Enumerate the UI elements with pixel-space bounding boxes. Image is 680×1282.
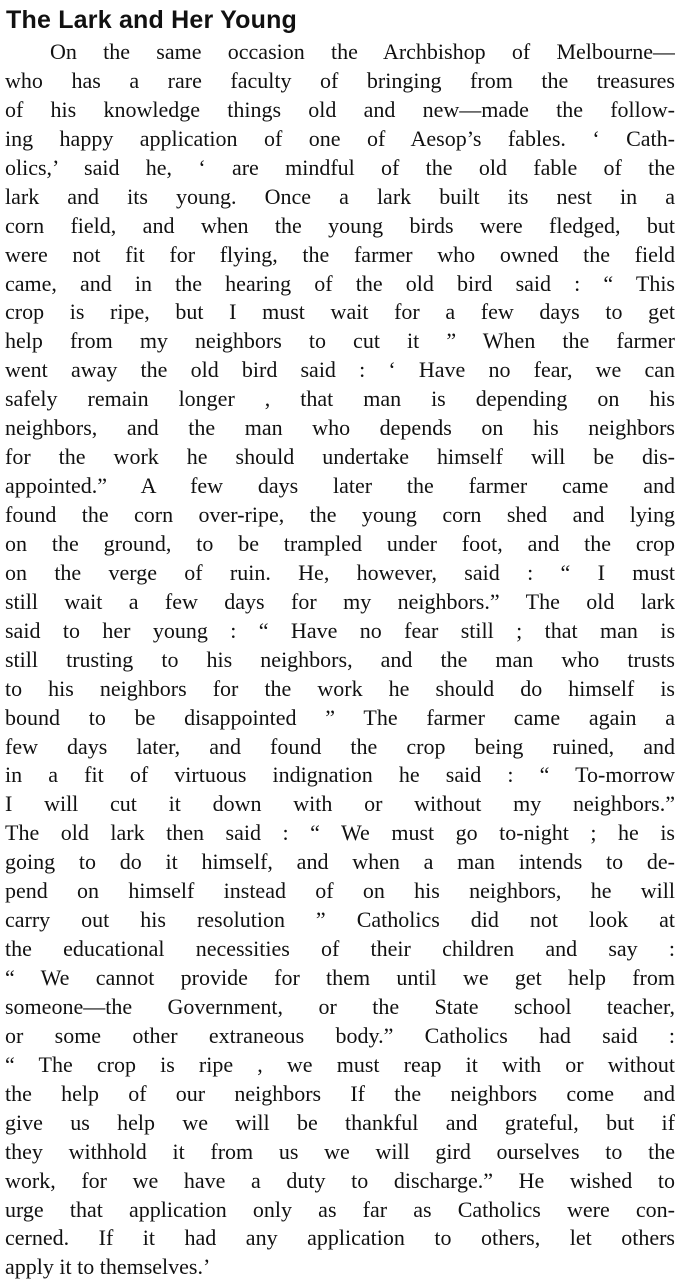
article-line: on the verge of ruin. He, however, said : “ I must [5,559,675,585]
article-line: cerned. If it had any application to others, let others [5,1225,675,1251]
article-line: they withhold it from us we will gird ourselves to the [5,1138,675,1164]
article-line: lark and its young. Once a lark built its nest in a [5,183,675,209]
article-line: still trusting to his neighbors, and the man who trusts [5,646,675,672]
article-line: were not fit for flying, the farmer who owned the field [5,241,675,267]
article-line: I will cut it down with or without my neighbors.” [5,791,675,817]
article-line: came, and in the hearing of the old bird said : “ This [5,270,675,296]
article-line: on the ground, to be trampled under foot, and the crop [5,530,675,556]
article-line: or some other extraneous body.” Catholics had said : [5,1022,675,1048]
article-line: said to her young : “ Have no fear still ; that man is [5,617,675,643]
article-line: give us help we will be thankful and grateful, but if [5,1109,675,1135]
article-line: The old lark then said : “ We must go to-night ; he is [5,820,675,846]
article-line: for the work he should undertake himself will be dis- [5,444,675,470]
article-line: olics,’ said he, ‘ are mindful of the old fable of the [5,154,675,180]
article-line: of his knowledge things old and new—made the follow- [5,96,675,122]
article-line: On the same occasion the Archbishop of Melbourne— [50,39,675,64]
article-line: the help of our neighbors If the neighbors come and [5,1080,675,1106]
article-line: in a fit of virtuous indignation he said : “ To-morrow [5,762,675,788]
article-line: few days later, and found the crop being ruined, and [5,733,675,759]
article-line: work, for we have a duty to discharge.” He wished to [5,1167,675,1193]
article-line: going to do it himself, and when a man intends to de- [5,849,675,875]
article-line: urge that application only as far as Catholics were con- [5,1196,675,1222]
article-line: safely remain longer , that man is depending on his [5,386,675,412]
article-line: ing happy application of one of Aesop’s fables. ‘ Cath- [5,125,675,151]
article-line: to his neighbors for the work he should do himself is [5,675,675,701]
article-line: appointed.” A few days later the farmer came and [5,473,675,499]
article-title: The Lark and Her Young [6,6,298,34]
article-line: bound to be disappointed ” The farmer came again a [5,704,675,730]
article-line: help from my neighbors to cut it ” When the farmer [5,328,675,354]
article-line: “ We cannot provide for them until we get help from [5,965,675,990]
article-line: crop is ripe, but I must wait for a few days to get [5,299,675,325]
article-line: found the corn over-ripe, the young corn shed and lying [5,502,675,527]
article-line: someone—the Government, or the State school teacher, [5,993,675,1019]
article-line: who has a rare faculty of bringing from the treasures [5,67,675,93]
article-line: neighbors, and the man who depends on his neighbors [5,415,675,441]
article-line: apply it to themselves.’ [5,1254,211,1280]
article-line: went away the old bird said : ‘ Have no fear, we can [5,357,675,383]
article-line: corn field, and when the young birds were fledged, but [5,212,675,238]
article-line: still wait a few days for my neighbors.” The old lark [5,588,675,614]
article-line: “ The crop is ripe , we must reap it with or without [5,1051,675,1077]
article-line: the educational necessities of their children and say : [5,936,675,962]
article-body [5,38,675,1282]
article-line: pend on himself instead of on his neighbors, he will [5,878,675,904]
article-line: carry out his resolution ” Catholics did not look at [5,907,675,933]
